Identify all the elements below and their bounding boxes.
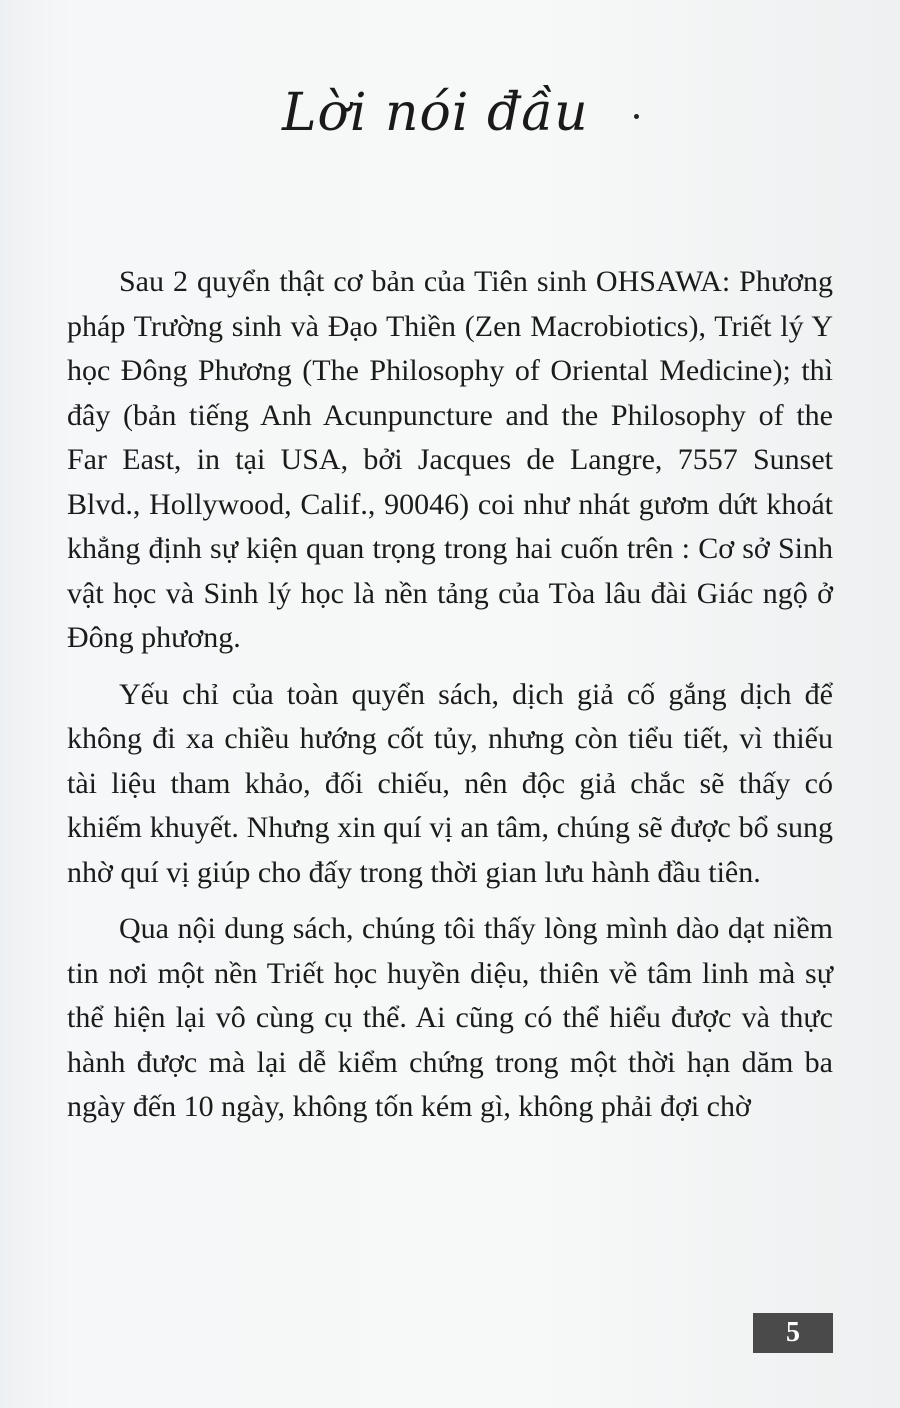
body-text — [67, 260, 833, 1142]
page-number-badge: 5 — [753, 1313, 833, 1353]
paragraph-1: Sau 2 quyển thật cơ bản của Tiên sinh OHSAWA: Phương pháp Trường sinh và Đạo Thiền (Zen Macrobiotics), Triết lý Y học Đông Phương (The Philosophy of Oriental Medicine); thì đây (bản tiếng Anh Acunpuncture and the Philosophy of the Far East, in tại USA, bởi Jacques de Langre, 7557 Sunset Blvd., Hollywood, Calif., 90046) coi như nhát gươm dứt khoát khẳng định sự kiện quan trọng trong hai cuốn trên : Cơ sở Sinh vật học và Sinh lý học là nền tảng của Tòa lâu đài Giác ngộ ở Đông phương. — [67, 265, 833, 654]
paragraph-3: Qua nội dung sách, chúng tôi thấy lòng mình dào dạt niềm tin nơi một nền Triết học huyền diệu, thiên về tâm linh mà sự thể hiện lại vô cùng cụ thể. Ai cũng có thể hiểu được và thực hành được mà lại dễ kiểm chứng trong một thời hạn dăm ba ngày đến 10 ngày, không tốn kém gì, không phải đợi chờ — [67, 912, 833, 1123]
paragraph-2: Yếu chỉ của toàn quyển sách, dịch giả cố gắng dịch để không đi xa chiều hướng cốt tủy, nhưng còn tiểu tiết, vì thiếu tài liệu tham khảo, đối chiếu, nên độc giả chắc sẽ thấy có khiếm khuyết. Nhưng xin quí vị an tâm, chúng sẽ được bổ sung nhờ quí vị giúp cho đấy trong thời gian lưu hành đầu tiên. — [67, 677, 833, 889]
page-title: Lời nói đầu — [282, 83, 589, 143]
title-dot — [634, 114, 639, 119]
